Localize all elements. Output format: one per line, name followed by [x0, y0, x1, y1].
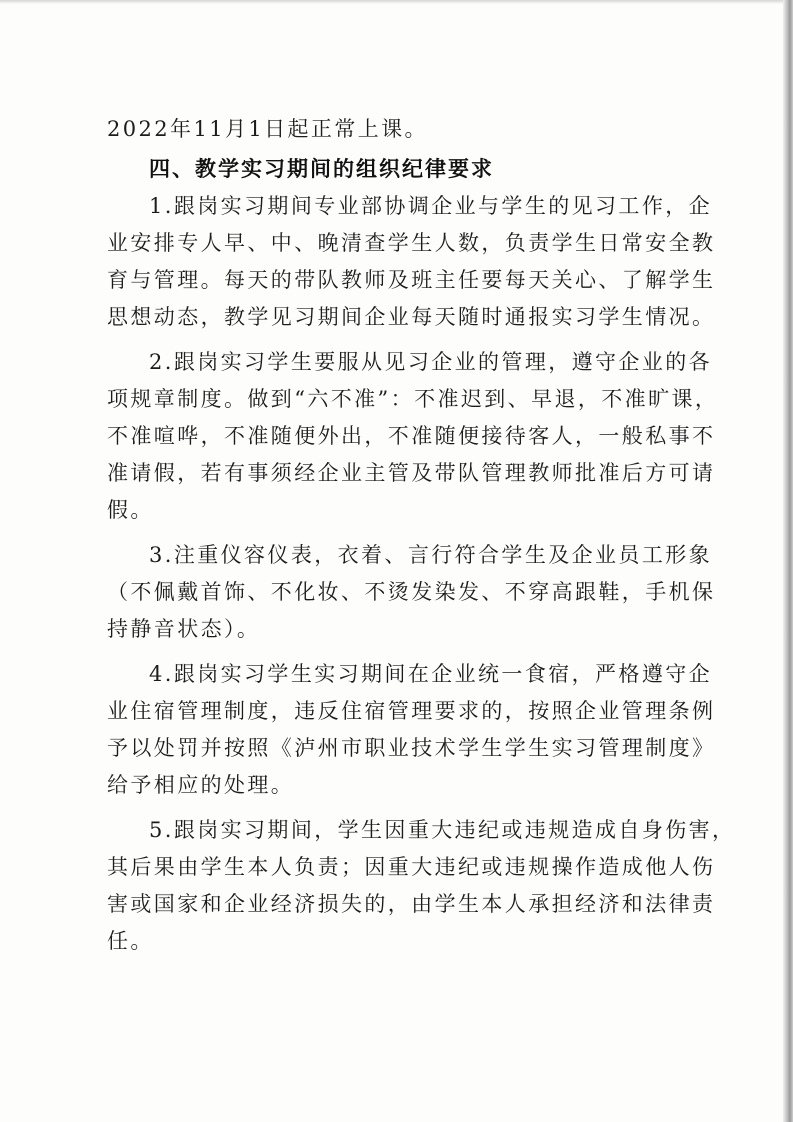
paragraph-line: （不佩戴首饰、不化妆、不烫发染发、不穿高跟鞋，手机保	[107, 580, 716, 604]
paragraph-item-2	[107, 344, 719, 529]
section-heading: 四、教学实习期间的组织纪律要求	[149, 157, 494, 181]
paragraph-line: 其后果由学生本人负责；因重大违纪或违规操作造成他人伤	[107, 855, 716, 879]
paragraph-line: 准请假，若有事须经企业主管及带队管理教师批准后方可请	[107, 461, 716, 485]
paragraph-item-1	[107, 188, 716, 336]
paragraph-item-5	[107, 812, 736, 960]
scan-right-edge	[783, 0, 793, 1122]
paragraph-line: 4.跟岗实习学生实习期间在企业统一食宿，严格遵守企	[149, 662, 713, 686]
paragraph-item-4	[107, 656, 716, 804]
paragraph-line: 任。	[107, 929, 154, 953]
paragraph-line: 给予相应的处理。	[107, 773, 295, 797]
paragraph-line: 业住宿管理制度，违反住宿管理要求的，按照企业管理条例	[107, 699, 716, 723]
paragraph-line: 害或国家和企业经济损失的，由学生本人承担经济和法律责	[107, 892, 716, 916]
paragraph-line: 持静音状态）。	[107, 617, 261, 641]
paragraph-line: 5.跟岗实习期间，学生因重大违纪或违规造成自身伤害，	[149, 818, 736, 842]
paragraph-line: 2.跟岗实习学生要服从见习企业的管理，遵守企业的各	[149, 350, 713, 374]
paragraph-line: 3.注重仪容仪表，衣着、言行符合学生及企业员工形象	[149, 543, 713, 567]
scan-top-shadow	[0, 0, 793, 4]
intro-line: 2022年11月1日起正常上课。	[107, 117, 428, 141]
paragraph-line: 思想动态，教学见习期间企业每天随时通报实习学生情况。	[107, 305, 716, 329]
paragraph-line: 予以处罚并按照《泸州市职业技术学生学生实习管理制度》	[107, 736, 716, 760]
paragraph-line: 育与管理。每天的带队教师及班主任要每天关心、了解学生	[107, 268, 716, 292]
paragraph-line: 业安排专人早、中、晚清查学生人数，负责学生日常安全教	[107, 231, 716, 255]
paragraph-line: 1.跟岗实习期间专业部协调企业与学生的见习工作，企	[149, 194, 713, 218]
paragraph-line: 假。	[107, 498, 154, 522]
document-body	[107, 111, 736, 960]
paragraph-line: 项规章制度。做到“六不准”：不准迟到、早退，不准旷课，	[107, 387, 719, 411]
paragraph-line: 不准喧哗，不准随便外出，不准随便接待客人，一般私事不	[107, 424, 716, 448]
paragraph-item-3	[107, 537, 716, 648]
